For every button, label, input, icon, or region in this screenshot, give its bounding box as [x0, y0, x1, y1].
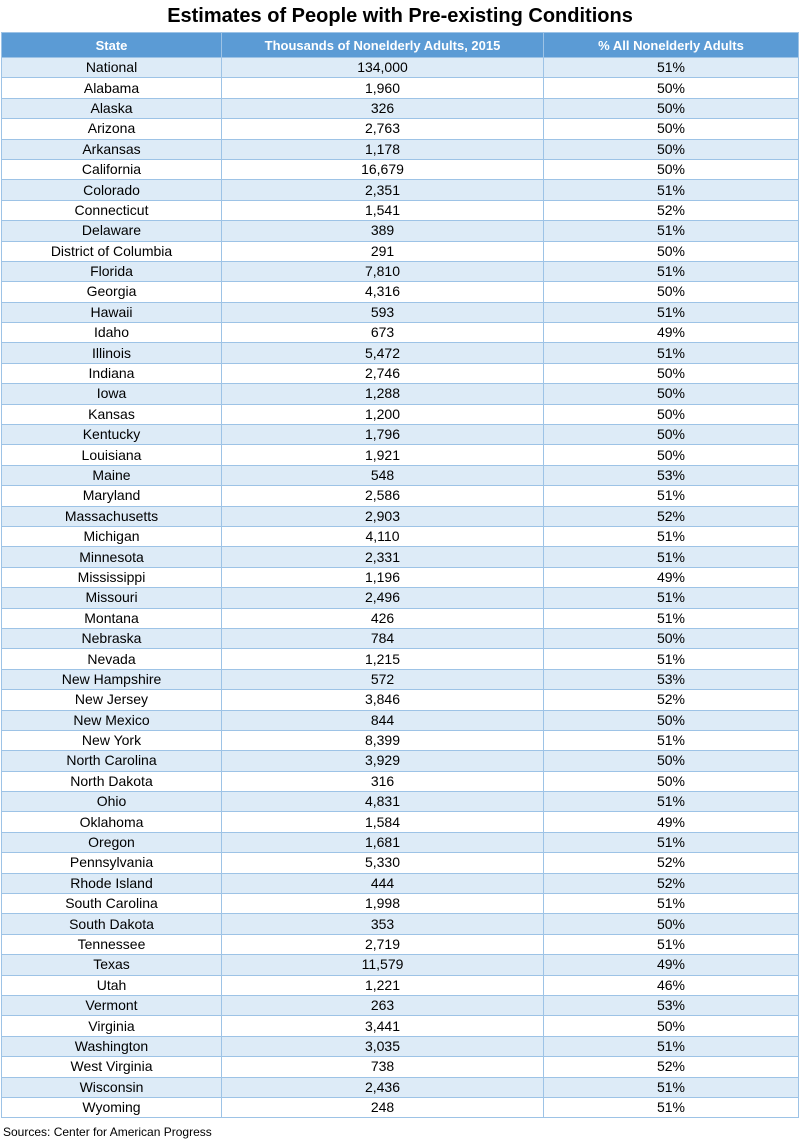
cell-percent: 51%	[544, 343, 799, 363]
cell-percent: 50%	[544, 445, 799, 465]
cell-thousands: 426	[222, 608, 544, 628]
table-row	[2, 384, 799, 404]
cell-percent: 51%	[544, 58, 799, 78]
cell-state: Delaware	[2, 221, 222, 241]
table-row	[2, 363, 799, 383]
cell-thousands: 7,810	[222, 261, 544, 281]
table-row	[2, 649, 799, 669]
cell-thousands: 4,831	[222, 792, 544, 812]
table-row	[2, 730, 799, 750]
cell-state: Mississippi	[2, 567, 222, 587]
table-row	[2, 669, 799, 689]
cell-percent: 51%	[544, 302, 799, 322]
cell-state: National	[2, 58, 222, 78]
cell-thousands: 2,496	[222, 588, 544, 608]
cell-state: Wisconsin	[2, 1077, 222, 1097]
cell-thousands: 2,746	[222, 363, 544, 383]
cell-percent: 46%	[544, 975, 799, 995]
cell-thousands: 3,441	[222, 1016, 544, 1036]
table-row	[2, 690, 799, 710]
cell-state: Connecticut	[2, 200, 222, 220]
table-row	[2, 119, 799, 139]
cell-percent: 50%	[544, 139, 799, 159]
cell-state: Massachusetts	[2, 506, 222, 526]
table-row	[2, 894, 799, 914]
cell-percent: 51%	[544, 1036, 799, 1056]
table-row	[2, 751, 799, 771]
cell-state: Colorado	[2, 180, 222, 200]
table-row	[2, 832, 799, 852]
table-row	[2, 200, 799, 220]
cell-thousands: 1,196	[222, 567, 544, 587]
table-row	[2, 547, 799, 567]
cell-thousands: 263	[222, 995, 544, 1015]
table-row	[2, 323, 799, 343]
cell-state: Minnesota	[2, 547, 222, 567]
table-row	[2, 261, 799, 281]
cell-thousands: 1,541	[222, 200, 544, 220]
cell-thousands: 3,929	[222, 751, 544, 771]
cell-thousands: 673	[222, 323, 544, 343]
table-row	[2, 78, 799, 98]
table-row	[2, 934, 799, 954]
cell-percent: 51%	[544, 588, 799, 608]
cell-percent: 52%	[544, 853, 799, 873]
cell-thousands: 1,288	[222, 384, 544, 404]
cell-state: Montana	[2, 608, 222, 628]
table-row	[2, 975, 799, 995]
cell-thousands: 444	[222, 873, 544, 893]
source-note: Sources: Center for American Progress	[3, 1125, 212, 1139]
cell-thousands: 2,351	[222, 180, 544, 200]
table-row	[2, 425, 799, 445]
cell-state: Ohio	[2, 792, 222, 812]
table-row	[2, 506, 799, 526]
cell-percent: 50%	[544, 628, 799, 648]
cell-percent: 50%	[544, 119, 799, 139]
table-row	[2, 404, 799, 424]
cell-state: Nebraska	[2, 628, 222, 648]
cell-percent: 52%	[544, 690, 799, 710]
table-body	[2, 58, 799, 1118]
cell-state: New Jersey	[2, 690, 222, 710]
cell-thousands: 844	[222, 710, 544, 730]
cell-state: Maryland	[2, 486, 222, 506]
table-row	[2, 1097, 799, 1117]
cell-state: Rhode Island	[2, 873, 222, 893]
cell-percent: 52%	[544, 1057, 799, 1077]
cell-percent: 52%	[544, 506, 799, 526]
cell-percent: 49%	[544, 567, 799, 587]
cell-thousands: 3,846	[222, 690, 544, 710]
cell-state: Vermont	[2, 995, 222, 1015]
table-row	[2, 792, 799, 812]
cell-state: Washington	[2, 1036, 222, 1056]
table-row	[2, 588, 799, 608]
cell-percent: 50%	[544, 384, 799, 404]
cell-state: Arkansas	[2, 139, 222, 159]
cell-percent: 50%	[544, 98, 799, 118]
table-row	[2, 282, 799, 302]
cell-thousands: 1,200	[222, 404, 544, 424]
table-row	[2, 628, 799, 648]
cell-state: Pennsylvania	[2, 853, 222, 873]
cell-thousands: 2,719	[222, 934, 544, 954]
table-row	[2, 221, 799, 241]
cell-percent: 51%	[544, 934, 799, 954]
cell-state: Hawaii	[2, 302, 222, 322]
column-header-state: State	[2, 33, 222, 58]
cell-state: Georgia	[2, 282, 222, 302]
cell-percent: 50%	[544, 404, 799, 424]
cell-thousands: 8,399	[222, 730, 544, 750]
data-table	[1, 32, 799, 1118]
table-row	[2, 486, 799, 506]
cell-percent: 50%	[544, 78, 799, 98]
cell-state: Maine	[2, 465, 222, 485]
cell-percent: 50%	[544, 159, 799, 179]
cell-percent: 50%	[544, 241, 799, 261]
cell-percent: 51%	[544, 730, 799, 750]
cell-thousands: 1,921	[222, 445, 544, 465]
cell-thousands: 11,579	[222, 955, 544, 975]
column-header-thousands: Thousands of Nonelderly Adults, 2015	[222, 33, 544, 58]
cell-state: Alabama	[2, 78, 222, 98]
cell-thousands: 1,998	[222, 894, 544, 914]
cell-percent: 51%	[544, 1077, 799, 1097]
cell-percent: 52%	[544, 200, 799, 220]
table-row	[2, 710, 799, 730]
table-row	[2, 159, 799, 179]
table-row	[2, 58, 799, 78]
table-row	[2, 1016, 799, 1036]
cell-state: Texas	[2, 955, 222, 975]
cell-state: Kansas	[2, 404, 222, 424]
cell-thousands: 353	[222, 914, 544, 934]
table-row	[2, 873, 799, 893]
cell-state: Idaho	[2, 323, 222, 343]
cell-state: Arizona	[2, 119, 222, 139]
cell-percent: 51%	[544, 832, 799, 852]
cell-thousands: 16,679	[222, 159, 544, 179]
cell-percent: 50%	[544, 751, 799, 771]
cell-thousands: 784	[222, 628, 544, 648]
table-row	[2, 771, 799, 791]
table-row	[2, 139, 799, 159]
cell-state: Wyoming	[2, 1097, 222, 1117]
cell-percent: 50%	[544, 710, 799, 730]
cell-percent: 52%	[544, 873, 799, 893]
cell-thousands: 738	[222, 1057, 544, 1077]
cell-thousands: 4,110	[222, 526, 544, 546]
cell-thousands: 1,215	[222, 649, 544, 669]
cell-state: Louisiana	[2, 445, 222, 465]
cell-percent: 50%	[544, 771, 799, 791]
cell-state: Tennessee	[2, 934, 222, 954]
cell-percent: 51%	[544, 526, 799, 546]
cell-state: South Carolina	[2, 894, 222, 914]
cell-thousands: 572	[222, 669, 544, 689]
cell-percent: 53%	[544, 669, 799, 689]
cell-percent: 51%	[544, 486, 799, 506]
cell-thousands: 2,763	[222, 119, 544, 139]
table-row	[2, 241, 799, 261]
table-row	[2, 955, 799, 975]
column-header-percent: % All Nonelderly Adults	[544, 33, 799, 58]
cell-thousands: 5,330	[222, 853, 544, 873]
cell-state: Kentucky	[2, 425, 222, 445]
table-row	[2, 465, 799, 485]
cell-state: District of Columbia	[2, 241, 222, 261]
cell-state: South Dakota	[2, 914, 222, 934]
table-row	[2, 98, 799, 118]
cell-percent: 50%	[544, 914, 799, 934]
cell-thousands: 2,903	[222, 506, 544, 526]
cell-thousands: 548	[222, 465, 544, 485]
cell-thousands: 134,000	[222, 58, 544, 78]
cell-percent: 51%	[544, 894, 799, 914]
cell-percent: 49%	[544, 955, 799, 975]
cell-state: Florida	[2, 261, 222, 281]
cell-thousands: 326	[222, 98, 544, 118]
cell-thousands: 389	[222, 221, 544, 241]
cell-percent: 50%	[544, 282, 799, 302]
cell-thousands: 291	[222, 241, 544, 261]
cell-state: Michigan	[2, 526, 222, 546]
table-row	[2, 302, 799, 322]
cell-thousands: 3,035	[222, 1036, 544, 1056]
cell-percent: 49%	[544, 812, 799, 832]
cell-state: California	[2, 159, 222, 179]
cell-percent: 51%	[544, 649, 799, 669]
cell-thousands: 1,960	[222, 78, 544, 98]
cell-state: Iowa	[2, 384, 222, 404]
cell-percent: 51%	[544, 180, 799, 200]
cell-state: New York	[2, 730, 222, 750]
table-row	[2, 567, 799, 587]
cell-percent: 50%	[544, 363, 799, 383]
header-row	[2, 33, 799, 58]
cell-state: West Virginia	[2, 1057, 222, 1077]
table-row	[2, 853, 799, 873]
cell-thousands: 4,316	[222, 282, 544, 302]
table-row	[2, 445, 799, 465]
table-row	[2, 1077, 799, 1097]
cell-state: Alaska	[2, 98, 222, 118]
cell-percent: 49%	[544, 323, 799, 343]
cell-thousands: 593	[222, 302, 544, 322]
cell-state: Oregon	[2, 832, 222, 852]
cell-thousands: 248	[222, 1097, 544, 1117]
table-row	[2, 1057, 799, 1077]
cell-thousands: 1,178	[222, 139, 544, 159]
table-row	[2, 914, 799, 934]
cell-percent: 51%	[544, 221, 799, 241]
cell-thousands: 5,472	[222, 343, 544, 363]
cell-thousands: 1,796	[222, 425, 544, 445]
cell-state: Missouri	[2, 588, 222, 608]
cell-thousands: 1,681	[222, 832, 544, 852]
cell-state: New Mexico	[2, 710, 222, 730]
cell-thousands: 1,221	[222, 975, 544, 995]
cell-thousands: 1,584	[222, 812, 544, 832]
table-row	[2, 343, 799, 363]
cell-percent: 51%	[544, 547, 799, 567]
cell-state: North Carolina	[2, 751, 222, 771]
table-row	[2, 1036, 799, 1056]
cell-state: Illinois	[2, 343, 222, 363]
cell-state: Virginia	[2, 1016, 222, 1036]
cell-state: New Hampshire	[2, 669, 222, 689]
cell-state: Nevada	[2, 649, 222, 669]
cell-state: North Dakota	[2, 771, 222, 791]
cell-thousands: 2,586	[222, 486, 544, 506]
cell-thousands: 2,436	[222, 1077, 544, 1097]
table-row	[2, 526, 799, 546]
cell-percent: 53%	[544, 465, 799, 485]
cell-thousands: 316	[222, 771, 544, 791]
cell-percent: 50%	[544, 1016, 799, 1036]
cell-percent: 51%	[544, 1097, 799, 1117]
cell-percent: 51%	[544, 608, 799, 628]
cell-state: Oklahoma	[2, 812, 222, 832]
table-row	[2, 180, 799, 200]
cell-percent: 53%	[544, 995, 799, 1015]
cell-state: Utah	[2, 975, 222, 995]
cell-percent: 50%	[544, 425, 799, 445]
cell-state: Indiana	[2, 363, 222, 383]
table-row	[2, 995, 799, 1015]
cell-percent: 51%	[544, 261, 799, 281]
table-row	[2, 812, 799, 832]
table-row	[2, 608, 799, 628]
cell-thousands: 2,331	[222, 547, 544, 567]
cell-percent: 51%	[544, 792, 799, 812]
table-title: Estimates of People with Pre-existing Conditions	[167, 5, 633, 27]
